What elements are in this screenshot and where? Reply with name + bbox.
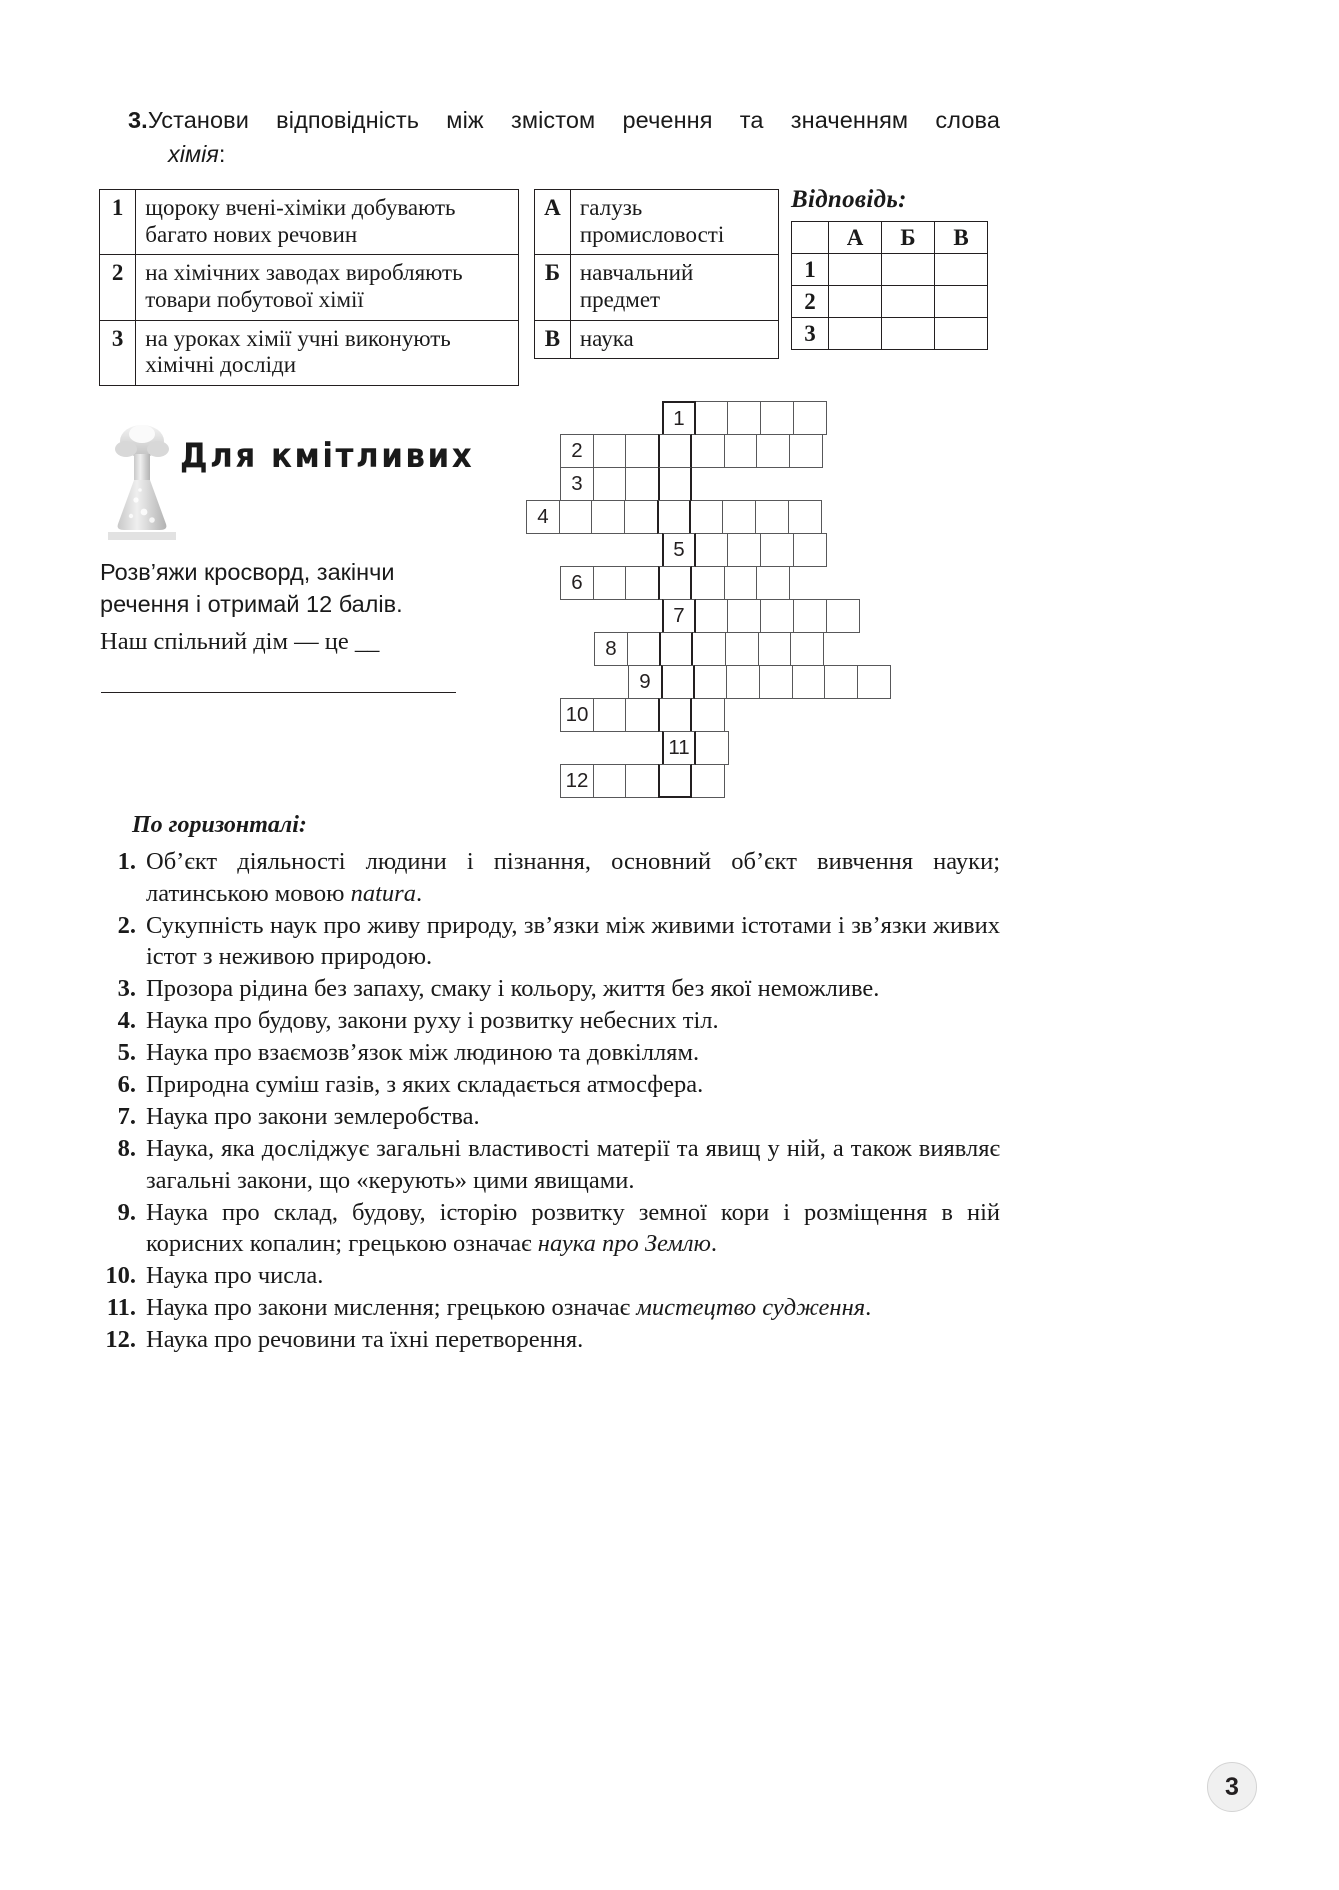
clue-number: 3.	[117, 974, 136, 1002]
answer-cell[interactable]	[935, 318, 988, 350]
clue-item	[100, 1292, 1000, 1323]
crossword-grid[interactable]	[526, 401, 996, 801]
clue-number: 2.	[117, 911, 136, 939]
crossword-row	[560, 467, 692, 501]
answer-cell[interactable]	[829, 318, 882, 350]
crossword-clue-number-9: 9	[628, 665, 662, 699]
crossword-cell[interactable]	[559, 500, 593, 534]
clue-item	[100, 1260, 1000, 1291]
answer-cell[interactable]	[882, 286, 935, 318]
option-key: А	[535, 190, 571, 255]
crossword-clue-number-5: 5	[662, 533, 696, 567]
clue-number: 4.	[117, 1007, 136, 1035]
option-text: навчальний предмет	[570, 255, 778, 320]
crossword-cell[interactable]	[727, 401, 761, 435]
crossword-cell[interactable]	[625, 434, 659, 468]
crossword-clue-number-2: 2	[560, 434, 594, 468]
clue-item	[100, 1069, 1000, 1100]
clue-text: Природна суміш газів, з яких складається атмосфера.	[146, 1071, 704, 1099]
clue-item	[100, 1133, 1000, 1195]
answer-col-header-b: Б	[882, 222, 935, 254]
crossword-cell[interactable]	[695, 731, 729, 765]
crossword-cell[interactable]	[693, 665, 727, 699]
crossword-cell[interactable]	[593, 764, 627, 798]
crossword-cell[interactable]	[793, 599, 827, 633]
crossword-cell[interactable]	[658, 698, 692, 732]
crossword-cell[interactable]	[658, 467, 692, 501]
clue-number: 12.	[105, 1326, 136, 1354]
crossword-cell[interactable]	[760, 401, 794, 435]
row-text: на хімічних заводах виробляють товари побутової хімії	[136, 255, 519, 320]
crossword-cell[interactable]	[624, 500, 658, 534]
page-number: 3	[1207, 1762, 1257, 1812]
clue-item	[100, 1101, 1000, 1132]
clue-number: 11.	[106, 1294, 136, 1321]
clue-number: 7.	[117, 1103, 136, 1131]
crossword-cell[interactable]	[593, 566, 627, 600]
clue-number: 1.	[117, 848, 136, 876]
clue-item	[100, 973, 1000, 1004]
task-colon: :	[218, 141, 226, 168]
clue-number: 8.	[117, 1135, 136, 1163]
row-key: 1	[100, 190, 136, 255]
crossword-row	[662, 731, 729, 765]
clue-number: 5.	[117, 1039, 136, 1067]
crossword-row	[662, 533, 827, 567]
answer-row-3	[792, 318, 988, 350]
crossword-cell[interactable]	[726, 665, 760, 699]
crossword-clue-number-11: 11	[662, 731, 696, 765]
crossword-cell[interactable]	[756, 566, 790, 600]
crossword-cell[interactable]	[790, 632, 824, 666]
clue-emphasis: natura	[350, 879, 416, 907]
row-key: 2	[100, 255, 136, 320]
clue-emphasis: мистецтво судження	[636, 1294, 866, 1321]
crossword-cell[interactable]	[788, 500, 822, 534]
table-row[interactable]	[100, 320, 519, 385]
flask-icon	[106, 420, 178, 540]
answer-row-header: 3	[792, 318, 829, 350]
crossword-row	[628, 665, 891, 699]
crossword-cell[interactable]	[591, 500, 625, 534]
clue-number: 10.	[105, 1261, 136, 1289]
crossword-cell[interactable]	[627, 632, 661, 666]
crossword-cell[interactable]	[658, 566, 692, 600]
task-prompt-line-1	[128, 106, 1000, 135]
crossword-clue-number-12: 12	[560, 764, 594, 798]
task-number: 3.	[128, 107, 148, 133]
option-text: наука	[570, 320, 778, 359]
table-row[interactable]	[535, 190, 779, 255]
crossword-cell[interactable]	[691, 764, 725, 798]
clues-title: По горизонталі:	[132, 812, 307, 838]
crossword-cell[interactable]	[759, 665, 793, 699]
answer-cell[interactable]	[829, 254, 882, 286]
answer-block	[791, 186, 988, 350]
crossword-row	[560, 698, 725, 732]
crossword-cell[interactable]	[593, 467, 627, 501]
crossword-row	[560, 566, 790, 600]
clue-text: Сукупність наук про живу природу, зв’язки між живими істотами і зв’язки живих істот з неживою природою.	[146, 911, 1000, 970]
table-row[interactable]	[535, 320, 779, 359]
crossword-row	[560, 434, 823, 468]
clue-text: Об’єкт діяльності людини і пізнання, основний об’єкт вивчення науки; латинською мовою natura.	[146, 848, 1000, 907]
clue-item	[100, 910, 1000, 972]
smart-section-title: Для кмітливих	[180, 436, 475, 476]
answer-corner-cell	[792, 222, 829, 254]
crossword-cell[interactable]	[755, 500, 789, 534]
match-table-statements	[99, 189, 519, 386]
clue-number: 9.	[117, 1198, 136, 1226]
crossword-cell[interactable]	[727, 599, 761, 633]
crossword-cell[interactable]	[826, 599, 860, 633]
crossword-cell[interactable]	[789, 434, 823, 468]
option-key: Б	[535, 255, 571, 320]
clue-number: 6.	[117, 1071, 136, 1099]
clue-list	[100, 846, 1000, 1355]
crossword-cell[interactable]	[691, 566, 725, 600]
crossword-cell[interactable]	[593, 434, 627, 468]
match-table-options	[534, 189, 779, 359]
crossword-row	[560, 764, 725, 798]
clue-item	[100, 1037, 1000, 1068]
crossword-cell[interactable]	[625, 764, 659, 798]
answer-title: Відповідь:	[791, 186, 907, 213]
crossword-cell[interactable]	[793, 533, 827, 567]
crossword-cell[interactable]	[659, 632, 693, 666]
crossword-cell[interactable]	[760, 533, 794, 567]
crossword-clue-number-3: 3	[560, 467, 594, 501]
crossword-cell[interactable]	[724, 434, 758, 468]
answer-cell[interactable]	[882, 254, 935, 286]
crossword-cell[interactable]	[625, 467, 659, 501]
answer-row-2	[792, 286, 988, 318]
task-prompt-line-2	[168, 141, 1000, 168]
answer-col-header-v: В	[935, 222, 988, 254]
crossword-row	[662, 401, 827, 435]
crossword-clue-number-7: 7	[662, 599, 696, 633]
clue-item	[100, 1324, 1000, 1355]
task-3-header	[128, 106, 1000, 168]
clue-text: Наука, яка досліджує загальні властивості матерії та явищ у ній, а також виявляє загальні закони, що «керують» цими явищами.	[146, 1135, 1000, 1194]
clue-text: Наука про будову, закони руху і розвитку небесних тіл.	[146, 1007, 719, 1035]
crossword-cell[interactable]	[692, 632, 726, 666]
answer-row-header: 2	[792, 286, 829, 318]
answer-write-line[interactable]	[101, 692, 456, 693]
crossword-clue-number-4: 4	[526, 500, 560, 534]
crossword-cell[interactable]	[722, 500, 756, 534]
crossword-cell[interactable]	[691, 434, 725, 468]
row-text: щороку вчені-хіміки добувають багато нових речовин	[136, 190, 519, 255]
table-row[interactable]	[535, 255, 779, 320]
crossword-cell[interactable]	[793, 401, 827, 435]
clue-text: Наука про склад, будову, історію розвитку земної кори і розміщення в ній корисних копалин; грецькою означає наука про Землю.	[146, 1198, 1000, 1257]
crossword-cell[interactable]	[756, 434, 790, 468]
crossword-cell[interactable]	[760, 599, 794, 633]
table-row[interactable]	[100, 190, 519, 255]
crossword-cell[interactable]	[724, 566, 758, 600]
clue-text: Наука про речовини та їхні перетворення.	[146, 1326, 584, 1354]
smart-instruction: Розв’яжи кросворд, закінчи речення і отримай 12 балів.	[100, 559, 403, 617]
crossword-cell[interactable]	[725, 632, 759, 666]
crossword-cell[interactable]	[658, 434, 692, 468]
crossword-cell[interactable]	[658, 764, 692, 798]
answer-cell[interactable]	[935, 286, 988, 318]
task-keyword: хімія	[168, 141, 219, 168]
answer-cell[interactable]	[882, 318, 935, 350]
answer-row-header: 1	[792, 254, 829, 286]
crossword-cell[interactable]	[792, 665, 826, 699]
clue-text: Наука про закони землеробства.	[146, 1103, 480, 1131]
crossword-cell[interactable]	[824, 665, 858, 699]
crossword-row	[594, 632, 824, 666]
crossword-cell[interactable]	[625, 566, 659, 600]
answer-grid	[791, 221, 988, 350]
crossword-row	[526, 500, 822, 534]
crossword-clue-number-10: 10	[560, 698, 594, 732]
row-text: на уроках хімії учні виконують хімічні досліди	[136, 320, 519, 385]
clue-emphasis: наука про Землю	[537, 1229, 711, 1257]
clue-item	[100, 1197, 1000, 1259]
clue-text: Наука про закони мислення; грецькою означає мистецтво судження.	[146, 1294, 872, 1321]
option-key: В	[535, 320, 571, 359]
crossword-cell[interactable]	[695, 599, 729, 633]
answer-cell[interactable]	[829, 286, 882, 318]
row-key: 3	[100, 320, 136, 385]
clues-section	[100, 810, 1000, 1356]
crossword-cell[interactable]	[657, 500, 691, 534]
crossword-cell[interactable]	[758, 632, 792, 666]
crossword-cell[interactable]	[857, 665, 891, 699]
option-text: галузь промисловості	[570, 190, 778, 255]
smart-sentence: Наш спільний дім — це __	[100, 628, 380, 655]
crossword-clue-number-8: 8	[594, 632, 628, 666]
answer-header-row	[792, 222, 988, 254]
crossword-cell[interactable]	[661, 665, 695, 699]
answer-cell[interactable]	[935, 254, 988, 286]
crossword-cell[interactable]	[625, 698, 659, 732]
answer-row-1	[792, 254, 988, 286]
clue-item	[100, 846, 1000, 908]
crossword-clue-number-6: 6	[560, 566, 594, 600]
crossword-cell[interactable]	[695, 533, 729, 567]
crossword-cell[interactable]	[691, 698, 725, 732]
clue-text: Наука про взаємозв’язок між людиною та довкіллям.	[146, 1039, 700, 1067]
clue-text: Наука про числа.	[146, 1261, 324, 1289]
answer-col-header-a: А	[829, 222, 882, 254]
crossword-row	[662, 599, 860, 633]
clue-item	[100, 1005, 1000, 1036]
crossword-cell[interactable]	[593, 698, 627, 732]
table-row[interactable]	[100, 255, 519, 320]
crossword-cell[interactable]	[690, 500, 724, 534]
task-prompt-text: Установи відповідність між змістом речення та значенням слова	[147, 107, 1000, 133]
crossword-cell[interactable]	[695, 401, 729, 435]
crossword-clue-number-1: 1	[662, 401, 696, 435]
clue-text: Прозора рідина без запаху, смаку і кольору, життя без якої неможливе.	[146, 974, 880, 1002]
crossword-cell[interactable]	[727, 533, 761, 567]
